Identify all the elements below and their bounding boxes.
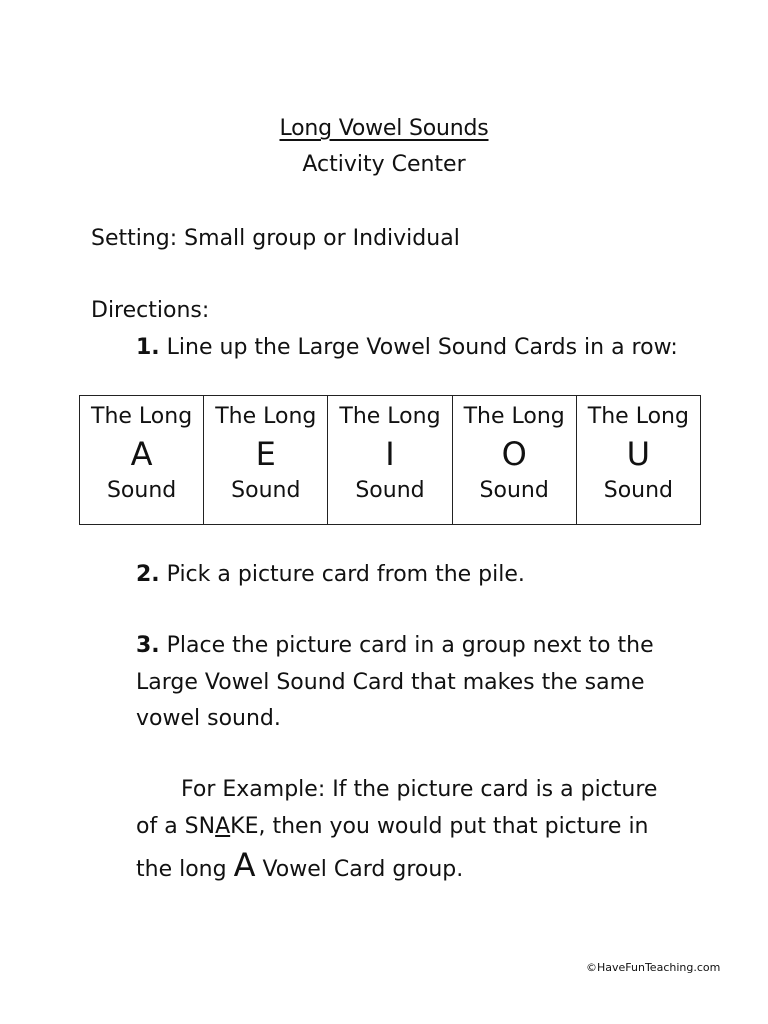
card-i-letter: I	[385, 435, 395, 473]
vowel-card-u	[576, 396, 700, 525]
page-title: Long Vowel Sounds	[279, 116, 489, 141]
step-2-text: Pick a picture card from the pile.	[159, 562, 525, 587]
card-i-bottom: Sound	[355, 478, 425, 503]
setting-text: Setting: Small group or Individual	[91, 226, 460, 251]
example-line-2-after: KE, then you would put that picture in	[230, 814, 649, 839]
vowel-card-o	[452, 396, 576, 525]
example-line-2-before: of a SN	[136, 814, 216, 839]
example-line-3-after: Vowel Card group.	[255, 857, 464, 882]
step-2	[136, 562, 525, 588]
vowel-card-a	[80, 396, 204, 525]
card-u-letter: U	[626, 435, 651, 473]
card-a-letter: A	[130, 435, 153, 473]
example-big-letter: A	[233, 846, 256, 884]
card-e-letter: E	[255, 435, 276, 473]
step-3-number: 3.	[136, 633, 160, 658]
example-underlined-letter: A	[215, 814, 231, 839]
card-u-bottom: Sound	[603, 478, 674, 503]
directions-label: Directions:	[91, 298, 210, 323]
step-3-line-2: Large Vowel Sound Card that makes the same	[136, 670, 645, 695]
step-2-number: 2.	[136, 562, 160, 587]
card-a-bottom: Sound	[106, 478, 177, 503]
example-line-3-before: the long	[136, 857, 234, 882]
vowel-card-e	[204, 396, 328, 525]
step-3-line-3: vowel sound.	[136, 706, 281, 731]
card-a-top: The Long	[91, 404, 193, 429]
card-o-top: The Long	[463, 404, 565, 429]
card-e-top: The Long	[215, 404, 317, 429]
card-o-bottom: Sound	[479, 478, 549, 503]
example-line-3	[136, 846, 464, 884]
vowel-card-i	[328, 396, 452, 525]
page-subtitle: Activity Center	[302, 152, 466, 177]
step-3-text-1: Place the picture card in a group next to the	[159, 633, 654, 658]
step-1-text: Line up the Large Vowel Sound Cards in a row:	[159, 335, 678, 360]
copyright-text: ©HaveFunTeaching.com	[586, 961, 721, 974]
example-line-2	[136, 814, 649, 840]
step-3-line-1	[136, 633, 654, 659]
vowel-cards-table	[79, 395, 701, 525]
card-e-bottom: Sound	[231, 478, 301, 503]
example-line-1: For Example: If the picture card is a picture	[181, 777, 658, 802]
step-1	[136, 335, 678, 361]
step-1-number: 1.	[136, 335, 160, 360]
card-o-letter: O	[501, 435, 527, 473]
card-i-top: The Long	[339, 404, 441, 429]
card-u-top: The Long	[587, 404, 689, 429]
